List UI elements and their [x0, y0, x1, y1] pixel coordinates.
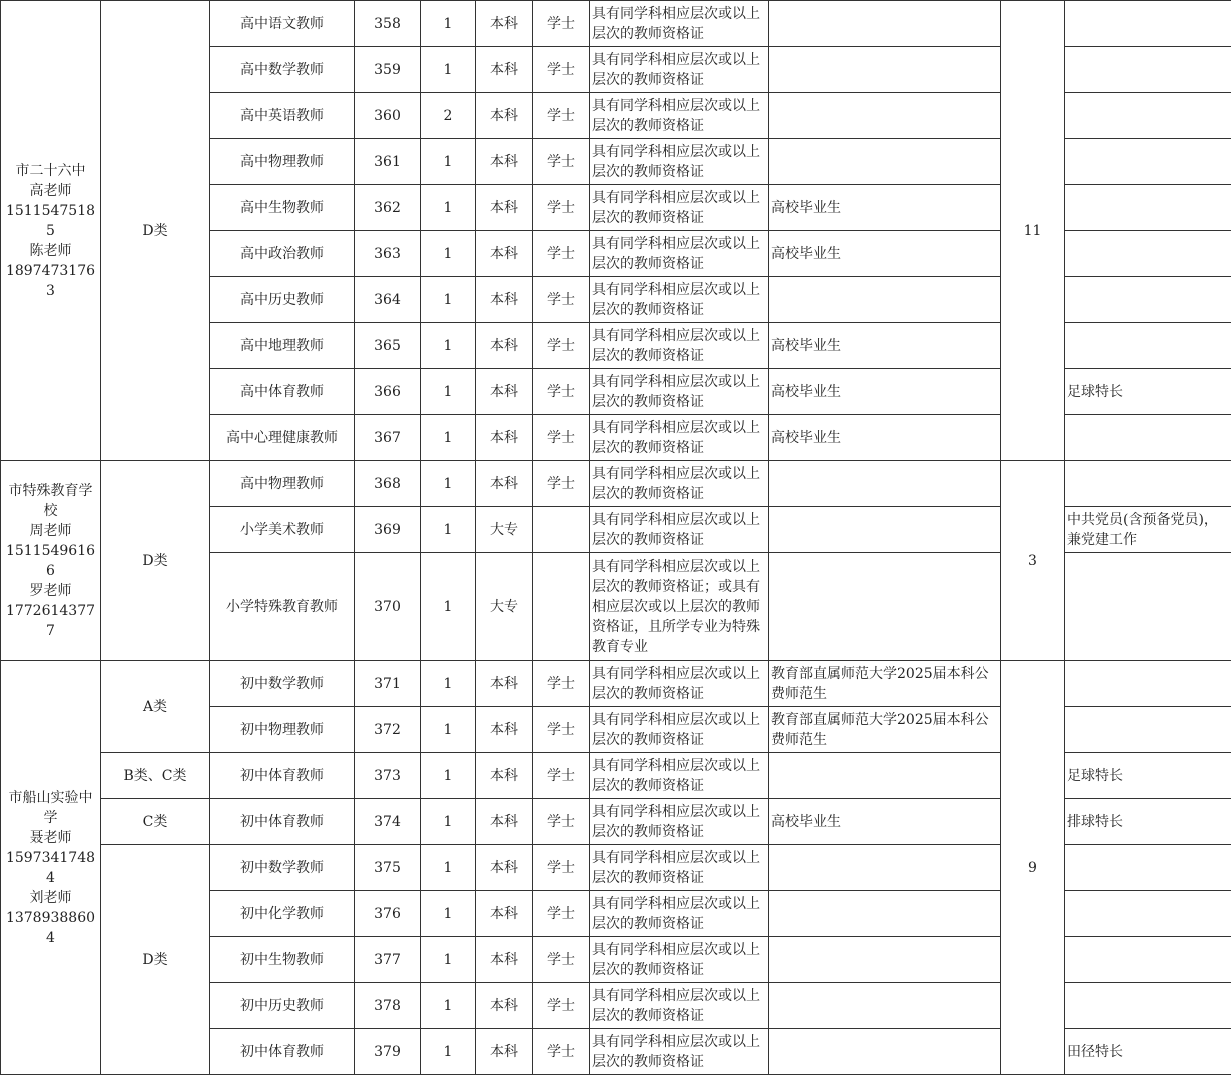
post-count: 1 [421, 661, 476, 707]
target-applicants: 高校毕业生 [769, 231, 1001, 277]
other-requirements [1065, 323, 1231, 369]
degree: 学士 [533, 937, 590, 983]
target-applicants: 教育部直属师范大学2025届本科公费师范生 [769, 661, 1001, 707]
other-requirements [1065, 553, 1231, 661]
education: 本科 [476, 983, 533, 1029]
contact-phone: 15115496166 [5, 542, 96, 579]
other-requirements [1065, 707, 1231, 753]
degree: 学士 [533, 983, 590, 1029]
post-name: 初中体育教师 [210, 1029, 355, 1075]
post-name: 初中历史教师 [210, 983, 355, 1029]
post-count: 1 [421, 937, 476, 983]
post-code: 358 [355, 1, 421, 47]
post-name: 高中心理健康教师 [210, 415, 355, 461]
post-count: 1 [421, 47, 476, 93]
other-requirements [1065, 185, 1231, 231]
target-applicants [769, 93, 1001, 139]
education: 本科 [476, 753, 533, 799]
education: 大专 [476, 553, 533, 661]
certificate-requirement: 具有同学科相应层次或以上层次的教师资格证 [590, 753, 769, 799]
post-name: 高中数学教师 [210, 47, 355, 93]
post-code: 365 [355, 323, 421, 369]
post-code: 362 [355, 185, 421, 231]
education: 本科 [476, 139, 533, 185]
post-name: 高中生物教师 [210, 185, 355, 231]
certificate-requirement: 具有同学科相应层次或以上层次的教师资格证 [590, 937, 769, 983]
table-body [1, 1, 1231, 1075]
category-cell: C类 [101, 799, 210, 845]
other-requirements: 足球特长 [1065, 369, 1231, 415]
degree: 学士 [533, 415, 590, 461]
degree: 学士 [533, 47, 590, 93]
post-count: 2 [421, 93, 476, 139]
post-name: 高中历史教师 [210, 277, 355, 323]
degree: 学士 [533, 1, 590, 47]
certificate-requirement: 具有同学科相应层次或以上层次的教师资格证 [590, 707, 769, 753]
certificate-requirement: 具有同学科相应层次或以上层次的教师资格证 [590, 983, 769, 1029]
target-applicants: 高校毕业生 [769, 369, 1001, 415]
unit-total: 3 [1001, 461, 1065, 661]
post-code: 368 [355, 461, 421, 507]
post-count: 1 [421, 1, 476, 47]
other-requirements: 排球特长 [1065, 799, 1231, 845]
post-code: 360 [355, 93, 421, 139]
post-code: 363 [355, 231, 421, 277]
post-code: 374 [355, 799, 421, 845]
degree: 学士 [533, 845, 590, 891]
post-code: 369 [355, 507, 421, 553]
post-code: 367 [355, 415, 421, 461]
target-applicants [769, 1029, 1001, 1075]
contact-name: 周老师 [29, 522, 72, 539]
post-code: 376 [355, 891, 421, 937]
unit-cell [1, 1, 101, 461]
education: 本科 [476, 93, 533, 139]
contact-name: 刘老师 [29, 889, 72, 906]
contact-name: 罗老师 [29, 582, 72, 599]
education: 本科 [476, 1029, 533, 1075]
degree: 学士 [533, 753, 590, 799]
target-applicants [769, 845, 1001, 891]
degree: 学士 [533, 277, 590, 323]
other-requirements [1065, 47, 1231, 93]
category-cell: D类 [101, 1, 210, 461]
target-applicants [769, 891, 1001, 937]
education: 本科 [476, 231, 533, 277]
unit-cell [1, 661, 101, 1075]
category-cell: B类、C类 [101, 753, 210, 799]
other-requirements [1065, 277, 1231, 323]
post-count: 1 [421, 553, 476, 661]
contact-phone: 18974731763 [5, 262, 96, 299]
target-applicants: 高校毕业生 [769, 323, 1001, 369]
certificate-requirement: 具有同学科相应层次或以上层次的教师资格证 [590, 845, 769, 891]
post-count: 1 [421, 415, 476, 461]
post-count: 1 [421, 753, 476, 799]
post-name: 高中物理教师 [210, 139, 355, 185]
post-count: 1 [421, 707, 476, 753]
certificate-requirement: 具有同学科相应层次或以上层次的教师资格证 [590, 93, 769, 139]
table-row [1, 661, 1231, 707]
table-row [1, 1, 1231, 47]
education: 本科 [476, 277, 533, 323]
certificate-requirement: 具有同学科相应层次或以上层次的教师资格证 [590, 185, 769, 231]
table-row [1, 461, 1231, 507]
certificate-requirement: 具有同学科相应层次或以上层次的教师资格证；或具有相应层次或以上层次的教师资格证，且所学专业为特殊教育专业 [590, 553, 769, 661]
target-applicants [769, 983, 1001, 1029]
education: 本科 [476, 799, 533, 845]
post-code: 375 [355, 845, 421, 891]
target-applicants [769, 461, 1001, 507]
post-name: 高中政治教师 [210, 231, 355, 277]
post-count: 1 [421, 323, 476, 369]
target-applicants: 教育部直属师范大学2025届本科公费师范生 [769, 707, 1001, 753]
education: 本科 [476, 461, 533, 507]
post-code: 361 [355, 139, 421, 185]
post-name: 初中物理教师 [210, 707, 355, 753]
certificate-requirement: 具有同学科相应层次或以上层次的教师资格证 [590, 277, 769, 323]
target-applicants [769, 507, 1001, 553]
other-requirements: 足球特长 [1065, 753, 1231, 799]
post-count: 1 [421, 1029, 476, 1075]
other-requirements: 中共党员(含预备党员)，兼党建工作 [1065, 507, 1231, 553]
other-requirements: 田径特长 [1065, 1029, 1231, 1075]
degree [533, 507, 590, 553]
target-applicants [769, 1, 1001, 47]
target-applicants [769, 47, 1001, 93]
certificate-requirement: 具有同学科相应层次或以上层次的教师资格证 [590, 47, 769, 93]
post-name: 高中语文教师 [210, 1, 355, 47]
post-name: 高中体育教师 [210, 369, 355, 415]
post-code: 359 [355, 47, 421, 93]
post-code: 370 [355, 553, 421, 661]
post-count: 1 [421, 139, 476, 185]
degree: 学士 [533, 461, 590, 507]
post-count: 1 [421, 461, 476, 507]
post-code: 377 [355, 937, 421, 983]
category-cell: D类 [101, 461, 210, 661]
degree: 学士 [533, 369, 590, 415]
post-name: 小学特殊教育教师 [210, 553, 355, 661]
certificate-requirement: 具有同学科相应层次或以上层次的教师资格证 [590, 369, 769, 415]
education: 本科 [476, 845, 533, 891]
post-name: 小学美术教师 [210, 507, 355, 553]
education: 大专 [476, 507, 533, 553]
contact-phone: 13789388604 [5, 909, 96, 946]
education: 本科 [476, 415, 533, 461]
degree: 学士 [533, 231, 590, 277]
target-applicants [769, 139, 1001, 185]
certificate-requirement: 具有同学科相应层次或以上层次的教师资格证 [590, 891, 769, 937]
other-requirements [1065, 891, 1231, 937]
post-code: 364 [355, 277, 421, 323]
post-code: 372 [355, 707, 421, 753]
education: 本科 [476, 937, 533, 983]
other-requirements [1065, 461, 1231, 507]
degree: 学士 [533, 93, 590, 139]
post-count: 1 [421, 277, 476, 323]
post-count: 1 [421, 231, 476, 277]
post-name: 初中体育教师 [210, 753, 355, 799]
post-count: 1 [421, 891, 476, 937]
certificate-requirement: 具有同学科相应层次或以上层次的教师资格证 [590, 461, 769, 507]
certificate-requirement: 具有同学科相应层次或以上层次的教师资格证 [590, 415, 769, 461]
post-name: 高中物理教师 [210, 461, 355, 507]
post-name: 高中英语教师 [210, 93, 355, 139]
unit-total: 11 [1001, 1, 1065, 461]
degree: 学士 [533, 661, 590, 707]
contact-name: 高老师 [29, 182, 72, 199]
certificate-requirement: 具有同学科相应层次或以上层次的教师资格证 [590, 661, 769, 707]
certificate-requirement: 具有同学科相应层次或以上层次的教师资格证 [590, 1029, 769, 1075]
other-requirements [1065, 661, 1231, 707]
post-code: 379 [355, 1029, 421, 1075]
other-requirements [1065, 415, 1231, 461]
certificate-requirement: 具有同学科相应层次或以上层次的教师资格证 [590, 799, 769, 845]
post-count: 1 [421, 845, 476, 891]
unit-cell [1, 461, 101, 661]
other-requirements [1065, 937, 1231, 983]
certificate-requirement: 具有同学科相应层次或以上层次的教师资格证 [590, 507, 769, 553]
contact-name: 聂老师 [29, 829, 72, 846]
unit-total: 9 [1001, 661, 1065, 1075]
certificate-requirement: 具有同学科相应层次或以上层次的教师资格证 [590, 1, 769, 47]
post-name: 初中数学教师 [210, 661, 355, 707]
degree: 学士 [533, 891, 590, 937]
degree: 学士 [533, 1029, 590, 1075]
post-count: 1 [421, 185, 476, 231]
post-code: 366 [355, 369, 421, 415]
certificate-requirement: 具有同学科相应层次或以上层次的教师资格证 [590, 231, 769, 277]
post-name: 初中化学教师 [210, 891, 355, 937]
other-requirements [1065, 139, 1231, 185]
education: 本科 [476, 323, 533, 369]
post-code: 378 [355, 983, 421, 1029]
contact-name: 陈老师 [29, 242, 72, 259]
target-applicants: 高校毕业生 [769, 415, 1001, 461]
other-requirements [1065, 93, 1231, 139]
other-requirements [1065, 231, 1231, 277]
other-requirements [1065, 983, 1231, 1029]
other-requirements [1065, 845, 1231, 891]
target-applicants [769, 553, 1001, 661]
education: 本科 [476, 369, 533, 415]
post-code: 371 [355, 661, 421, 707]
category-cell: D类 [101, 845, 210, 1075]
certificate-requirement: 具有同学科相应层次或以上层次的教师资格证 [590, 323, 769, 369]
degree: 学士 [533, 323, 590, 369]
post-count: 1 [421, 507, 476, 553]
degree: 学士 [533, 799, 590, 845]
education: 本科 [476, 185, 533, 231]
target-applicants: 高校毕业生 [769, 185, 1001, 231]
degree: 学士 [533, 707, 590, 753]
education: 本科 [476, 47, 533, 93]
certificate-requirement: 具有同学科相应层次或以上层次的教师资格证 [590, 139, 769, 185]
degree [533, 553, 590, 661]
post-count: 1 [421, 799, 476, 845]
unit-name: 市二十六中 [15, 162, 86, 179]
degree: 学士 [533, 139, 590, 185]
target-applicants: 高校毕业生 [769, 799, 1001, 845]
post-name: 初中数学教师 [210, 845, 355, 891]
contact-phone: 15115475185 [5, 202, 96, 239]
post-code: 373 [355, 753, 421, 799]
post-name: 高中地理教师 [210, 323, 355, 369]
post-count: 1 [421, 983, 476, 1029]
target-applicants [769, 753, 1001, 799]
contact-phone: 17726143777 [5, 602, 96, 639]
education: 本科 [476, 891, 533, 937]
unit-name: 市特殊教育学校 [8, 482, 93, 519]
unit-name: 市船山实验中学 [8, 789, 93, 826]
post-count: 1 [421, 369, 476, 415]
target-applicants [769, 277, 1001, 323]
post-name: 初中生物教师 [210, 937, 355, 983]
post-name: 初中体育教师 [210, 799, 355, 845]
contact-phone: 15973417484 [5, 849, 96, 886]
education: 本科 [476, 1, 533, 47]
degree: 学士 [533, 185, 590, 231]
category-cell: A类 [101, 661, 210, 753]
education: 本科 [476, 661, 533, 707]
education: 本科 [476, 707, 533, 753]
target-applicants [769, 937, 1001, 983]
other-requirements [1065, 1, 1231, 47]
